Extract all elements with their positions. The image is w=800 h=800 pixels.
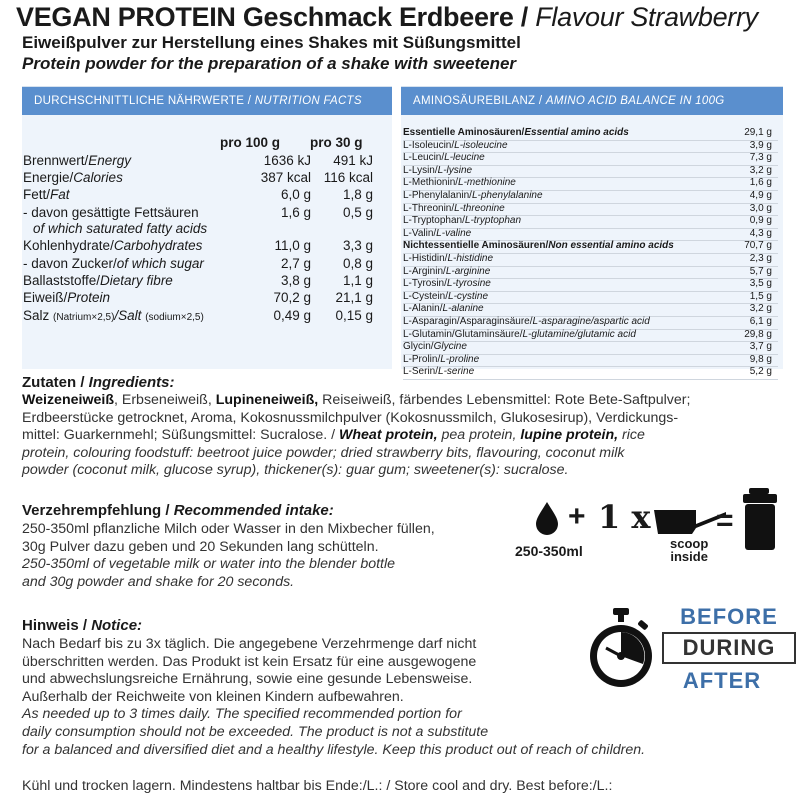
salt-label-en: /Salt bbox=[114, 308, 146, 323]
amino-label bbox=[403, 177, 516, 188]
amino-value: 3,0 g bbox=[749, 202, 772, 214]
nutrition-header-de: DURCHSCHNITTLICHE NÄHRWERTE / bbox=[34, 95, 255, 107]
stopwatch-icon bbox=[586, 606, 656, 692]
amino-label-de: L-Leucin/ bbox=[403, 152, 445, 164]
amino-label-de: Essentielle Aminosäuren/ bbox=[403, 127, 525, 138]
nutrition-row bbox=[23, 221, 393, 237]
amino-label bbox=[403, 152, 485, 163]
title-flavour-de: Geschmack Erdbeere / bbox=[235, 2, 536, 32]
notice-line: überschritten werden. Das Produkt ist kein Ersatz für eine ausgewogene bbox=[22, 653, 477, 670]
water-drop-icon bbox=[534, 500, 560, 536]
nutrition-row bbox=[23, 205, 393, 221]
timing-before: BEFORE bbox=[680, 604, 778, 629]
amino-row bbox=[403, 266, 778, 280]
value-per-100g: 70,2 g bbox=[273, 290, 311, 305]
amino-header bbox=[401, 87, 783, 115]
amino-label-en: L-threonine bbox=[454, 202, 505, 214]
amino-label-de: L-Arginin/ bbox=[403, 265, 446, 277]
amino-label-en: L-proline bbox=[440, 353, 480, 365]
nutrition-label-de: - davon Zucker/ bbox=[23, 256, 117, 271]
intake-heading-de: Verzehrempfehlung / bbox=[22, 502, 174, 519]
amino-label-de: Glycin/ bbox=[403, 341, 434, 353]
ingredients-line: powder (coconut milk, glucose syrup), thickener(s): guar gum; sweetener(s): sucralose. bbox=[22, 462, 569, 479]
ingredients-heading-en: Ingredients: bbox=[88, 374, 175, 391]
notice-heading-de: Hinweis / bbox=[22, 617, 92, 634]
amino-label-en: L-isoleucine bbox=[454, 139, 508, 151]
amino-label bbox=[403, 253, 493, 264]
amino-row bbox=[403, 366, 778, 380]
ing-pea-en: pea protein, bbox=[437, 427, 521, 444]
amino-label-de: L-Asparagin/Asparaginsäure/ bbox=[403, 316, 533, 327]
subtitle-de: Eiweißpulver zur Herstellung eines Shakes mit Süßungsmittel bbox=[22, 33, 521, 52]
amino-label-de: L-Isoleucin/ bbox=[403, 139, 455, 151]
amino-header-de: AMINOSÄUREBILANZ / bbox=[413, 95, 546, 107]
intake-text bbox=[22, 521, 512, 591]
amino-label-en: Essential amino acids bbox=[524, 127, 629, 138]
nutrition-row bbox=[23, 308, 393, 324]
amino-row bbox=[403, 165, 778, 179]
nutrition-row bbox=[23, 256, 393, 272]
amino-value: 70,7 g bbox=[744, 240, 772, 252]
amino-value: 2,3 g bbox=[749, 253, 772, 264]
ingredients-text bbox=[22, 392, 792, 480]
value-per-30g: 0,15 g bbox=[335, 308, 373, 323]
notice-heading bbox=[22, 617, 142, 634]
nutrition-label-de: Energie/ bbox=[23, 170, 74, 185]
amino-row bbox=[403, 177, 778, 191]
value-per-30g: 1,1 g bbox=[342, 273, 373, 288]
amino-label-de: L-Tyrosin/ bbox=[403, 278, 447, 290]
amino-label-en: L-histidine bbox=[447, 253, 494, 264]
amino-row bbox=[403, 354, 778, 368]
nutrition-label bbox=[23, 290, 110, 305]
value-per-100g: 1,6 g bbox=[280, 205, 311, 220]
amino-label bbox=[403, 291, 488, 302]
nutrition-label-en: of which sugar bbox=[116, 256, 204, 271]
amino-label-en: L-tryptophan bbox=[464, 215, 522, 227]
nutrition-header bbox=[22, 87, 392, 115]
amino-label-de: L-Methionin/ bbox=[403, 177, 459, 189]
amino-label-de: L-Alanin/ bbox=[403, 303, 443, 315]
value-per-30g: 491 kJ bbox=[333, 153, 373, 168]
amino-label bbox=[403, 266, 490, 277]
amino-table bbox=[403, 127, 778, 379]
amino-label-en: Non essential amino acids bbox=[548, 240, 674, 252]
nutrition-label bbox=[23, 256, 204, 271]
amino-row bbox=[403, 215, 778, 229]
drop-label: 250-350ml bbox=[515, 543, 583, 559]
amino-value: 3,9 g bbox=[749, 139, 772, 151]
scoop-label-1: scoop bbox=[670, 536, 709, 551]
ing-pea: , Erbseneiweiß, bbox=[113, 392, 216, 408]
amino-label-en: Glycine bbox=[433, 341, 467, 353]
title-flavour-en: Flavour Strawberry bbox=[535, 2, 758, 32]
nutrition-label-de: Salz bbox=[23, 308, 54, 323]
notice-line: Außerhalb der Reichweite von kleinen Kindern aufbewahren. bbox=[22, 688, 404, 705]
notice-line: daily consumption should not be exceeded. The product is not a substitute bbox=[22, 723, 489, 740]
amino-label-en: L-valine bbox=[436, 227, 472, 239]
amino-row bbox=[403, 329, 778, 343]
amino-label bbox=[403, 366, 474, 377]
value-per-30g: 0,8 g bbox=[342, 256, 373, 271]
amino-label bbox=[403, 228, 471, 239]
amino-value: 4,9 g bbox=[749, 190, 772, 201]
ing-rest: Reiseiweiß, färbendes Lebensmittel: Rote Bete-Saftpulver; bbox=[318, 392, 691, 408]
intake-line: 30g Pulver dazu geben und 20 Sekunden lang schütteln. bbox=[22, 538, 379, 555]
amino-label-en: L-phenylalanine bbox=[471, 190, 543, 201]
product-title bbox=[16, 2, 758, 33]
nutrition-label-de: Eiweiß/ bbox=[23, 290, 68, 305]
ingredients-line: Erdbeerstücke getrocknet, Aroma, Kokosnussmilchpulver (Kokosnussmilch, Glukosesirup), Verdickungs- bbox=[22, 409, 679, 426]
nutrition-row bbox=[23, 273, 393, 289]
col-per-30g: pro 30 g bbox=[310, 135, 363, 150]
amino-value: 0,9 g bbox=[749, 215, 772, 227]
value-per-100g: 2,7 g bbox=[280, 256, 311, 271]
amino-header-en: AMINO ACID BALANCE IN 100G bbox=[545, 95, 725, 107]
amino-label-en: L-arginine bbox=[445, 265, 491, 277]
ing-wheat: Weizeneiweiß bbox=[22, 392, 114, 408]
nutrition-label bbox=[23, 153, 131, 168]
amino-value: 29,8 g bbox=[744, 328, 772, 340]
ing-wheat-en: Wheat protein, bbox=[338, 427, 438, 444]
nutrition-label-de: Brennwert/ bbox=[23, 153, 89, 168]
salt-sodium-en: (sodium×2,5) bbox=[145, 312, 204, 323]
ing-thickener: mittel: Guarkernmehl; Süßungsmittel: Sucralose. / bbox=[22, 427, 339, 444]
amino-row bbox=[403, 303, 778, 317]
amino-label bbox=[403, 240, 674, 251]
subtitle-en: Protein powder for the preparation of a shake with sweetener bbox=[22, 54, 517, 73]
amino-row bbox=[403, 228, 778, 242]
amino-value: 3,7 g bbox=[749, 341, 772, 353]
amino-label bbox=[403, 215, 521, 226]
nutrition-table bbox=[23, 135, 393, 330]
ing-lupine: Lupineneiweiß, bbox=[215, 392, 319, 408]
amino-label bbox=[403, 341, 467, 352]
nutrition-label bbox=[23, 221, 207, 236]
timing-during: DURING bbox=[682, 635, 776, 660]
amino-label-de: Nichtessentielle Aminosäuren/ bbox=[403, 240, 549, 252]
amino-row bbox=[403, 140, 778, 154]
amino-label bbox=[403, 140, 508, 151]
nutrition-label-en: of which saturated fatty acids bbox=[33, 221, 208, 236]
nutrition-label bbox=[23, 187, 70, 202]
notice-heading-en: Notice: bbox=[91, 617, 143, 634]
amino-label-de: L-Tryptophan/ bbox=[403, 215, 465, 227]
value-per-100g: 1636 kJ bbox=[263, 153, 311, 168]
plus-sign: + bbox=[568, 500, 586, 533]
value-per-30g: 3,3 g bbox=[342, 238, 373, 253]
amino-label bbox=[403, 165, 472, 176]
scoop-label-2: inside bbox=[670, 549, 708, 564]
amino-label-en: L-lysine bbox=[437, 164, 473, 176]
amino-label-en: L-leucine bbox=[444, 152, 485, 164]
nutrition-label-en: Carbohydrates bbox=[113, 238, 203, 253]
value-per-100g: 11,0 g bbox=[274, 238, 311, 253]
nutrition-label-en: Dietary fibre bbox=[100, 273, 173, 288]
title-brand: VEGAN PROTEIN bbox=[16, 2, 236, 32]
ing-rice-en: rice bbox=[618, 427, 645, 444]
amino-label bbox=[403, 329, 636, 340]
amino-label-en: L-serine bbox=[438, 366, 475, 378]
amino-label-de: L-Serin/ bbox=[403, 366, 439, 378]
amino-row bbox=[403, 127, 778, 141]
amino-value: 3,5 g bbox=[749, 278, 772, 290]
nutrition-label bbox=[23, 170, 123, 185]
nutrition-label bbox=[23, 205, 199, 220]
amino-label bbox=[403, 190, 543, 201]
nutrition-row bbox=[23, 153, 393, 169]
scoop-label bbox=[670, 537, 708, 563]
equals-sign: = bbox=[716, 504, 734, 537]
amino-value: 5,2 g bbox=[749, 366, 772, 378]
amino-value: 1,5 g bbox=[749, 290, 772, 302]
amino-label-de: L-Valin/ bbox=[403, 227, 437, 239]
nutrition-col-headers bbox=[23, 135, 393, 151]
nutrition-label-en: Fat bbox=[50, 187, 70, 202]
nutrition-label-de: Kohlenhydrate/ bbox=[23, 238, 114, 253]
amino-label-en: L-cystine bbox=[448, 290, 489, 302]
amino-label bbox=[403, 316, 650, 327]
amino-label-en: L-glutamine/glutamic acid bbox=[522, 328, 636, 340]
amino-value: 5,7 g bbox=[749, 265, 772, 277]
amino-value: 29,1 g bbox=[744, 127, 772, 138]
ing-lupine-en: lupine protein, bbox=[520, 427, 619, 444]
times-label: 1 x bbox=[598, 498, 651, 536]
value-per-30g: 0,5 g bbox=[342, 205, 373, 220]
amino-value: 3,2 g bbox=[749, 164, 772, 176]
value-per-30g: 21,1 g bbox=[335, 290, 373, 305]
nutrition-label-de: Fett/ bbox=[23, 187, 51, 202]
notice-line: for a balanced and diversified diet and a healthy lifestyle. Keep this product out of reach of children. bbox=[22, 741, 646, 758]
storage-text: Kühl und trocken lagern. Mindestens haltbar bis Ende:/L.: / Store cool and dry. Best before:/L.: bbox=[22, 778, 613, 794]
col-per-100g: pro 100 g bbox=[220, 135, 281, 150]
value-per-30g: 1,8 g bbox=[342, 187, 373, 202]
amino-label-de: L-Prolin/ bbox=[403, 353, 441, 365]
intake-line: and 30g powder and shake for 20 seconds. bbox=[22, 573, 295, 590]
value-per-100g: 0,49 g bbox=[273, 308, 311, 323]
amino-label bbox=[403, 278, 491, 289]
nutrition-header-en: NUTRITION FACTS bbox=[254, 95, 362, 107]
nutrition-label-de: - davon gesättigte Fettsäuren bbox=[23, 205, 199, 220]
amino-label-en: L-alanine bbox=[442, 303, 484, 315]
salt-sodium-de: (Natrium×2,5) bbox=[53, 312, 115, 323]
amino-row bbox=[403, 190, 778, 204]
notice-line: Nach Bedarf bis zu 3x täglich. Die angegebene Verzehrmenge darf nicht bbox=[22, 636, 477, 652]
amino-label-de: L-Phenylalanin/ bbox=[403, 190, 472, 201]
timing-after: AFTER bbox=[682, 668, 762, 693]
ingredients-line bbox=[22, 427, 792, 445]
nutrition-label bbox=[23, 308, 204, 323]
nutrition-row bbox=[23, 238, 393, 254]
nutrition-row bbox=[23, 187, 393, 203]
nutrition-label-en: Protein bbox=[67, 290, 111, 305]
amino-label bbox=[403, 127, 629, 138]
amino-value: 7,3 g bbox=[749, 152, 772, 164]
shaker-bottle-icon bbox=[740, 488, 780, 550]
amino-row bbox=[403, 203, 778, 217]
amino-label-en: L-methionine bbox=[458, 177, 516, 189]
intake-line: 250-350ml pflanzliche Milch oder Wasser in den Mixbecher füllen, bbox=[22, 521, 435, 537]
value-per-100g: 6,0 g bbox=[280, 187, 311, 202]
amino-label-de: L-Histidin/ bbox=[403, 253, 448, 264]
amino-label-en: L-tyrosine bbox=[446, 278, 491, 290]
ingredients-line: protein, colouring foodstuff: beetroot juice powder; dried strawberry bits, flavouring, coconut milk bbox=[22, 444, 625, 461]
notice-line: und abwechslungsreiche Ernährung, sowie eine gesunde Lebensweise. bbox=[22, 671, 473, 688]
amino-value: 1,6 g bbox=[749, 177, 772, 189]
amino-row bbox=[403, 240, 778, 254]
amino-label-de: L-Glutamin/Glutaminsäure/ bbox=[403, 328, 523, 340]
nutrition-label-de: Ballaststoffe/ bbox=[23, 273, 101, 288]
amino-row bbox=[403, 291, 778, 305]
amino-row bbox=[403, 152, 778, 166]
amino-value: 4,3 g bbox=[749, 227, 772, 239]
amino-label bbox=[403, 303, 484, 314]
amino-label-de: L-Cystein/ bbox=[403, 290, 449, 302]
value-per-30g: 116 kcal bbox=[323, 170, 373, 185]
amino-label-de: L-Lysin/ bbox=[403, 164, 438, 176]
ingredients-line bbox=[22, 392, 792, 410]
ingredients-heading bbox=[22, 374, 175, 391]
nutrition-label bbox=[23, 238, 202, 253]
amino-row bbox=[403, 341, 778, 355]
nutrition-label bbox=[23, 273, 173, 288]
value-per-100g: 387 kcal bbox=[260, 170, 311, 185]
nutrition-label-en: Energy bbox=[88, 153, 132, 168]
notice-line: As needed up to 3 times daily. The specified recommended portion for bbox=[22, 706, 462, 723]
amino-value: 9,8 g bbox=[749, 353, 772, 365]
amino-value: 3,2 g bbox=[749, 303, 772, 315]
amino-row bbox=[403, 253, 778, 267]
amino-row bbox=[403, 316, 778, 330]
nutrition-row bbox=[23, 290, 393, 306]
nutrition-label-en: Calories bbox=[73, 170, 123, 185]
amino-label bbox=[403, 354, 479, 365]
intake-heading bbox=[22, 502, 334, 519]
amino-row bbox=[403, 278, 778, 292]
amino-value: 6,1 g bbox=[749, 316, 772, 327]
ingredients-heading-de: Zutaten / bbox=[22, 374, 89, 391]
amino-label-de: L-Threonin/ bbox=[403, 202, 455, 214]
nutrition-row bbox=[23, 170, 393, 186]
intake-line: 250-350ml of vegetable milk or water into the blender bottle bbox=[22, 556, 396, 573]
intake-heading-en: Recommended intake: bbox=[173, 502, 334, 519]
amino-label bbox=[403, 203, 505, 214]
amino-label-en: L-asparagine/aspartic acid bbox=[532, 316, 650, 327]
value-per-100g: 3,8 g bbox=[280, 273, 311, 288]
